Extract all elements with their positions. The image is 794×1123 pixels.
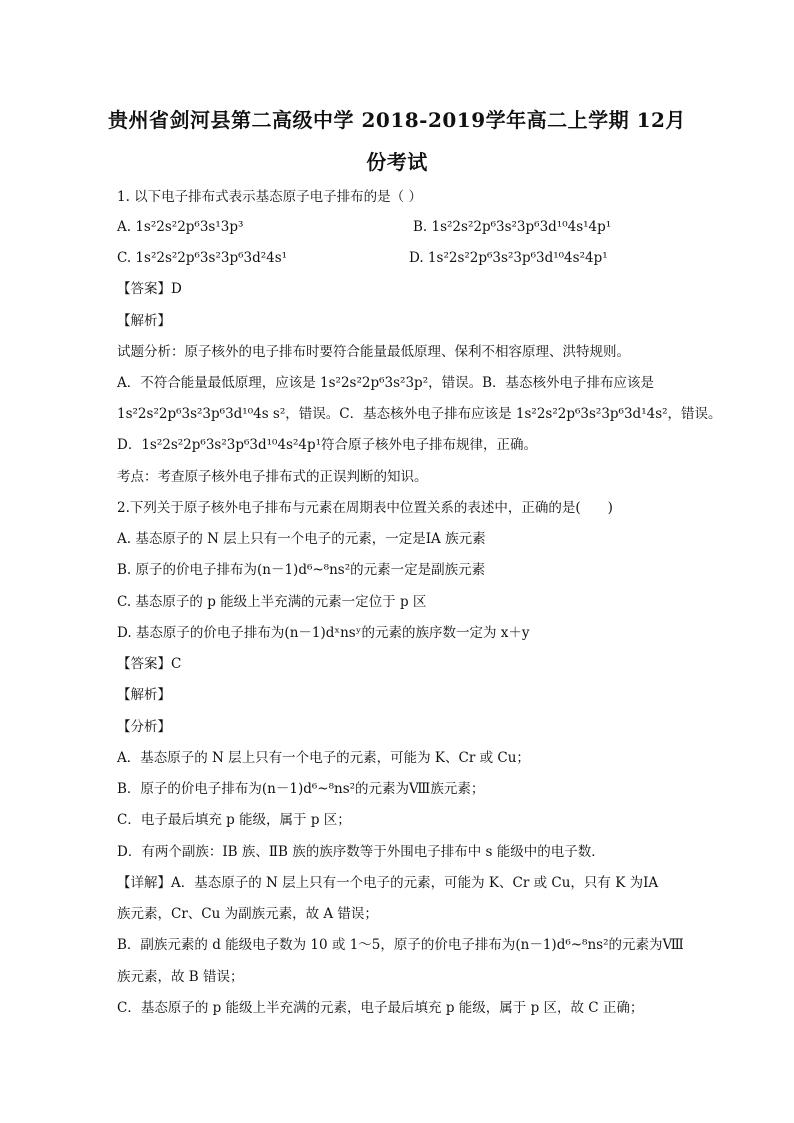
q2-detail-b-line2: 族元素，故 B 错误； — [117, 969, 244, 985]
q1-options-row2 — [117, 249, 677, 267]
q2-fenxi-b: B．原子的价电子排布为(n－1)d⁶~⁸ns²的元素为Ⅷ族元素； — [117, 781, 485, 797]
q2-analysis-heading: 【解析】 — [117, 687, 171, 703]
q2-detail-b-line1: B．副族元素的 d 能级电子数为 10 或 1～5，原子的价电子排布为(n－1)d⁶~⁸ns²的元素为Ⅷ — [117, 937, 684, 953]
q2-option-b: B. 原子的价电子排布为(n－1)d⁶~⁸ns²的元素一定是副族元素 — [117, 562, 486, 578]
doc-title-line1: 贵州省剑河县第二高级中学 2018-2019学年高二上学期 12月 — [108, 108, 686, 132]
q2-fenxi-heading: 【分析】 — [117, 719, 171, 735]
q1-analysis-heading: 【解析】 — [117, 313, 171, 329]
q2-detail-a-line1: 【详解】A．基态原子的 N 层上只有一个电子的元素，可能为 K、Cr 或 Cu，只有 K 为ⅠA — [117, 875, 659, 891]
q2-fenxi-c: C．电子最后填充 p 能级，属于 p 区； — [117, 812, 351, 828]
q2-detail-a-line2: 族元素，Cr、Cu 为副族元素，故 A 错误； — [117, 906, 378, 922]
q1-stem: 1. 以下电子排布式表示基态原子电子排布的是（ ） — [117, 189, 422, 205]
q1-option-c: C. 1s²2s²2p⁶3s²3p⁶3d²4s¹ — [117, 250, 288, 266]
q2-option-a: A. 基态原子的 N 层上只有一个电子的元素，一定是ⅠA 族元素 — [117, 531, 486, 547]
q1-analysis-line4: D．1s²2s²2p⁶3s²3p⁶3d¹⁰4s²4p¹符合原子核外电子排布规律，正确。 — [117, 437, 538, 453]
q1-knowledge-point: 考点：考查原子核外电子排布式的正误判断的知识。 — [117, 469, 428, 485]
doc-title-line2: 份考试 — [366, 150, 428, 174]
q1-analysis-line1: 试题分析：原子核外的电子排布时要符合能量最低原理、保利不相容原理、洪特规则。 — [117, 344, 630, 360]
q2-option-d: D. 基态原子的价电子排布为(n－1)dˣnsʸ的元素的族序数一定为 x＋y — [117, 625, 530, 641]
q1-option-d: D. 1s²2s²2p⁶3s²3p⁶3d¹⁰4s²4p¹ — [409, 250, 608, 266]
q2-fenxi-d: D．有两个副族：ⅠB 族、ⅡB 族的族序数等于外围电子排布中 s 能级中的电子数． — [117, 844, 605, 860]
q2-stem: 2.下列关于原子核外电子排布与元素在周期表中位置关系的表述中，正确的是( ) — [117, 500, 613, 516]
q1-analysis-line2: A．不符合能量最低原理，应该是 1s²2s²2p⁶3s²3p²，错误。B．基态核外电子排布应该是 — [117, 375, 655, 391]
q2-option-c: C. 基态原子的 p 能级上半充满的元素一定位于 p 区 — [117, 594, 427, 610]
q1-answer: 【答案】D — [117, 281, 182, 297]
q1-analysis-line3: 1s²2s²2p⁶3s²3p⁶3d¹⁰4s s²，错误。C．基态核外电子排布应该是 1s²2s²2p⁶3s²3p⁶3d¹4s²，错误。 — [117, 406, 722, 422]
q2-fenxi-a: A．基态原子的 N 层上只有一个电子的元素，可能为 K、Cr 或 Cu； — [117, 750, 530, 766]
q1-options-row1 — [117, 218, 677, 236]
q2-detail-c: C．基态原子的 p 能级上半充满的元素，电子最后填充 p 能级，属于 p 区，故 C 正确； — [117, 1000, 644, 1016]
q1-option-b: B. 1s²2s²2p⁶3s²3p⁶3d¹⁰4s¹4p¹ — [413, 219, 612, 235]
q2-answer: 【答案】C — [117, 656, 182, 672]
q1-option-a: A. 1s²2s²2p⁶3s¹3p³ — [117, 219, 244, 235]
